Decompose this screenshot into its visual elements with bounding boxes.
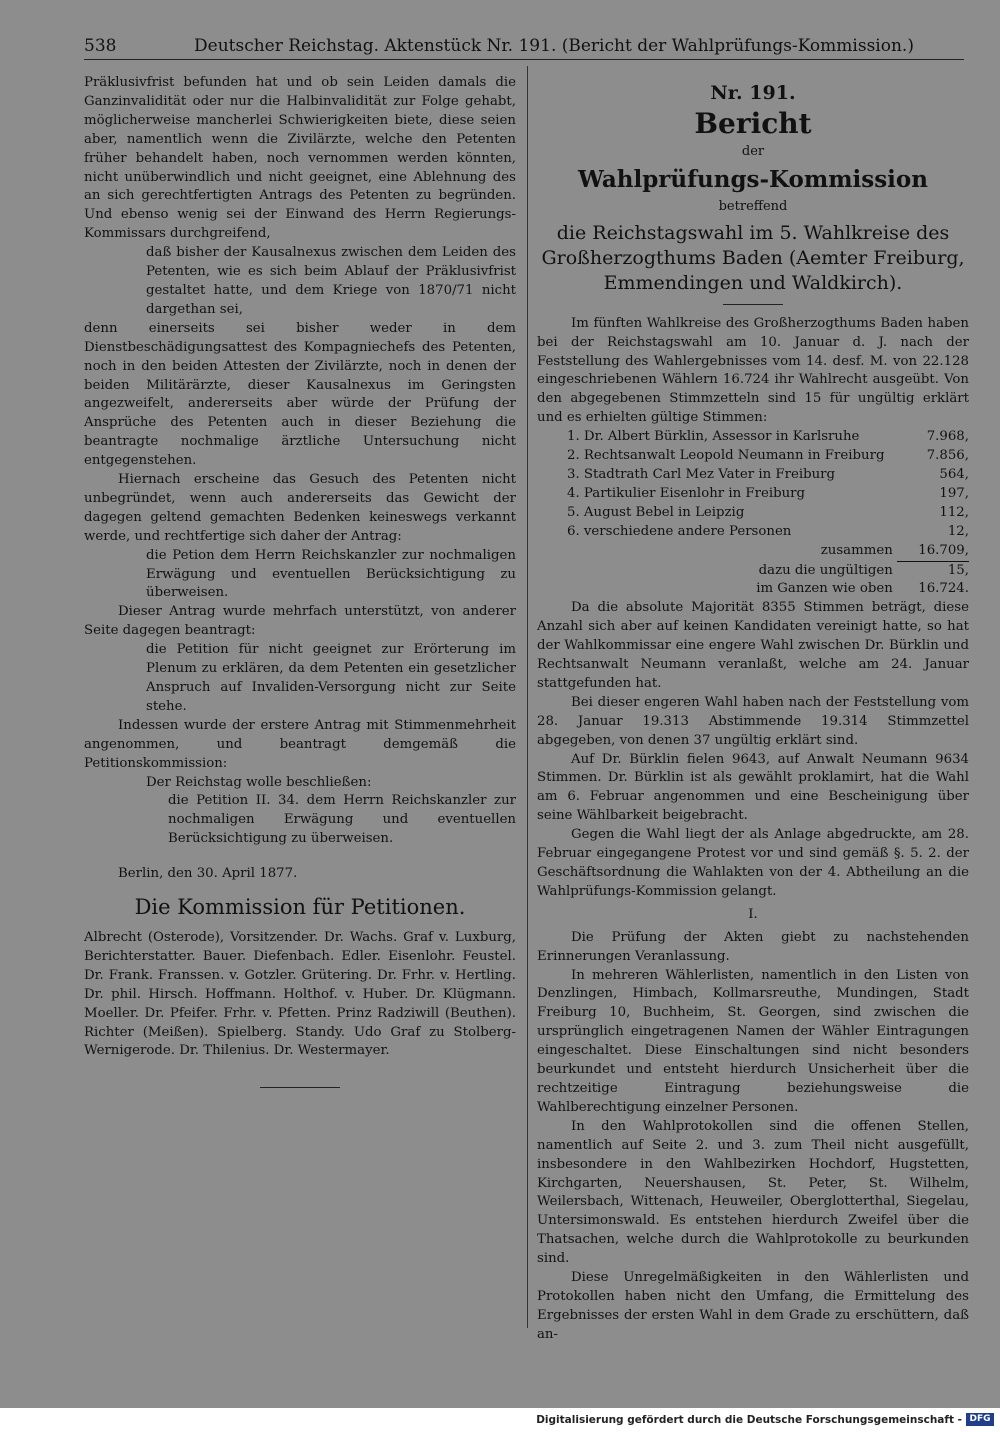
quoted-passage: daß bisher der Kausalnexus zwischen dem Leiden des Petenten, wie es sich beim Ablauf der Präklusivfrist gestaltet hatte, und dem Kriege von 1870/71 nicht dargethan sei, <box>146 245 516 317</box>
motion-text: die Petition für nicht geeignet zur Erörterung im Plenum zu erklären, da dem Petenten ein gesetzlicher Anspruch auf Invaliden-Versorgung nicht zur Seite stehe. <box>146 642 516 714</box>
result-row <box>567 523 969 542</box>
result-row <box>567 447 969 466</box>
title-rule <box>723 304 783 305</box>
document-number: Nr. 191. <box>710 82 796 104</box>
election-title: die Reichstagswahl im 5. Wahlkreise des Großherzogthums Baden (Aemter Freiburg, Emmendingen und Waldkirch). <box>541 221 965 294</box>
total-value: 16.709, <box>897 542 969 562</box>
vote-count: 564, <box>939 466 969 482</box>
vote-count: 112, <box>939 504 969 520</box>
candidate-label: 5. August Bebel in Leipzig <box>567 504 745 520</box>
paragraph: Präklusivfrist befunden hat und ob sein Leiden damals die Ganzinvalidität oder nur die Halbinvalidität zur Folge gehabt, möglicherweise mancherlei Schwierigkeiten biete, diese seien aber, namentlich wenn die Zivilärzte, welche den Petenten früher behandelt haben, noch vernommen werden könnten, nicht unüberwindlich und nicht geeignet, eine Ablehnung des an sich gerechtfertigten Antrags des Petenten zu begründen. Und ebenso wenig sei der Einwand des Herrn Regierungs-Kommissars durchgreifend, <box>84 75 516 242</box>
candidate-label: 3. Stadtrath Carl Mez Vater in Freiburg <box>567 466 836 482</box>
paragraph: Da die absolute Majorität 8355 Stimmen beträgt, diese Anzahl sich aber auf keinen Kandidaten vereinigt hatte, so hat der Wahlkommissar eine engere Wahl zwischen Dr. Bürklin und Rechtsanwalt Neumann veranlaßt, welche am 24. Januar stattgefunden hat. <box>537 600 969 691</box>
total-value: 15, <box>947 562 969 578</box>
paragraph: Im fünften Wahlkreise des Großherzogthums Baden haben bei der Reichstagswahl am 10. Januar d. J. nach der Feststellung des Wahlergebnisses vom 14. desf. M. von 22.128 eingeschriebenen Wählern 16.724 ihr Wahlrecht ausgeübt. Von den abgegebenen Stimmzetteln sind 15 für ungültig erklärt und es erhielten gültige Stimmen: <box>537 315 969 426</box>
vote-count: 197, <box>939 485 969 501</box>
total-row <box>567 580 969 599</box>
vote-count: 7.968, <box>926 429 969 445</box>
paragraph: Auf Dr. Bürklin fielen 9643, auf Anwalt Neumann 9634 Stimmen. Dr. Bürklin ist als gewählt proklamirt, hat die Wahl am 6. Februar angenommen und eine Bescheinigung über seine Wählbarkeit beigebracht. <box>537 751 969 824</box>
commission-signature-title: Die Kommission für Petitionen. <box>134 895 466 920</box>
section-number: I. <box>748 906 758 922</box>
sum-row <box>567 542 969 562</box>
resolution-text: die Petition II. 34. dem Herrn Reichskanzler zur nochmaligen Erwägung und eventuellen Berücksichtigung zu überweisen. <box>168 793 516 847</box>
invalid-row <box>567 562 969 581</box>
right-column <box>537 74 969 1345</box>
document-title: Bericht <box>694 106 812 140</box>
end-rule <box>260 1087 340 1088</box>
dfg-logo: DFG <box>966 1413 994 1426</box>
page-header <box>84 32 964 62</box>
paragraph: Die Prüfung der Akten giebt zu nachstehenden Erinnerungen Veranlassung. <box>537 929 969 964</box>
header-rule <box>84 59 964 60</box>
paragraph: Gegen die Wahl liegt der als Anlage abgedruckte, am 28. Februar eingegangene Protest vor und sind gemäß §. 5. 2. der Geschäftsordnung die Wahlakten von der 4. Abtheilung an die Wahlprüfungs-Kommission gelangt. <box>537 827 969 899</box>
vote-results-list <box>567 428 969 599</box>
column-divider <box>527 66 528 1328</box>
candidate-label: 4. Partikulier Eisenlohr in Freiburg <box>567 485 806 501</box>
candidate-label: 6. verschiedene andere Personen <box>567 523 792 539</box>
result-row <box>567 428 969 447</box>
footer-bar <box>0 1408 1000 1432</box>
footer-credit: Digitalisierung gefördert durch die Deutsche Forschungsgemeinschaft - <box>536 1414 962 1426</box>
total-label: dazu die ungültigen <box>758 562 893 578</box>
motion-text: die Petion dem Herrn Reichskanzler zur nochmaligen Erwägung und eventuellen Berücksichtigung zu überweisen. <box>146 547 516 601</box>
result-row <box>567 485 969 504</box>
result-row <box>567 466 969 485</box>
result-row <box>567 504 969 523</box>
member-list: Albrecht (Osterode), Vorsitzender. Dr. Wachs. Graf v. Luxburg, Berichterstatter. Bauer. Diefenbach. Edler. Eisenlohr. Feustel. Dr. Frank. Franssen. v. Gotzler. Grütering. Dr. Frhr. v. Hertling. Dr. phil. Hirsch. Hoffmann. Holthof. v. Huber. Dr. Klügmann. Moeller. Dr. Pfeifer. Frhr. v. Pfetten. Prinz Radziwill (Beuthen). Richter (Meißen). Spielberg. Standy. Udo Graf zu Stolberg-Wernigerode. Dr. Thilenius. Dr. Westermayer. <box>84 929 516 1059</box>
paragraph: In mehreren Wählerlisten, namentlich in den Listen von Denzlingen, Himbach, Kollmarsreuthe, Mundingen, Stadt Freiburg 10, Buchheim, St. Georgen, sind zwischen die ursprünglich eingetragenen Namen der Wähler Eintragungen eingeschaltet. Diese Einschaltungen sind nicht besonders beurkundet und entsteht hierdurch Unsicherheit über die rechtzeitige Eintragung beziehungsweise die Wahlberechtigung einzelner Personen. <box>537 967 969 1115</box>
running-title: Deutscher Reichstag. Aktenstück Nr. 191. (Bericht der Wahlprüfungs-Kommission.) <box>194 36 914 56</box>
paragraph: Hiernach erscheine das Gesuch des Petenten nicht unbegründet, wenn auch andererseits das Gewicht der dagegen geltend gemachten Bedenken keineswegs verkannt werde, und rechtfertige sich daher der Antrag: <box>84 472 516 544</box>
vote-count: 7.856, <box>926 448 969 464</box>
paragraph: Diese Unregelmäßigkeiten in den Wählerlisten und Protokollen haben nicht den Umfang, die Ermittelung des Ergebnisses der ersten Wahl in dem Grade zu erschüttern, daß an- <box>537 1270 969 1342</box>
total-label: im Ganzen wie oben <box>756 581 893 597</box>
candidate-label: 1. Dr. Albert Bürklin, Assessor in Karlsruhe <box>567 429 860 445</box>
paragraph: Indessen wurde der erstere Antrag mit Stimmenmehrheit angenommen, und beantragt demgemäß die Petitionskommission: <box>84 717 516 771</box>
date-line: Berlin, den 30. April 1877. <box>118 866 298 882</box>
title-connector: der <box>741 143 765 159</box>
vote-count: 12, <box>947 523 969 539</box>
resolution-intro: Der Reichstag wolle beschließen: <box>146 774 372 790</box>
paragraph: Bei dieser engeren Wahl haben nach der Feststellung vom 28. Januar 19.313 Abstimmende 19.314 Stimmzettel abgegeben, von denen 37 ungültig erklärt sind. <box>537 694 969 748</box>
page-number: 538 <box>84 36 117 56</box>
paragraph: denn einerseits sei bisher weder in dem Dienstbeschädigungsattest des Kompagniechefs des Petenten, noch in den beiden Attesten der Zivilärzte, noch in denen der beiden Militärärzte, dieser Kausalnexus im Geringsten angezweifelt, andererseits aber würde der Prüfung der Ansprüche des Petenten auch in dieser Beziehung die beantragte nochmalige ärztliche Untersuchung nicht entgegenstehen. <box>84 320 516 469</box>
title-connector: betreffend <box>718 198 788 214</box>
paragraph: In den Wahlprotokollen sind die offenen Stellen, namentlich auf Seite 2. und 3. zum Theil nicht ausgefüllt, insbesondere in den Wahlbezirken Hochdorf, Hugstetten, Kirchgarten, Neuershausen, St. Peter, St. Wilhelm, Weilersbach, Wittenach, Heuweiler, Oberglotterthal, Siegelau, Untersimonswald. Es entstehen hierdurch Zweifel über die Thatsachen, welche durch die Wahlprotokolle zu beurkunden sind. <box>537 1118 969 1267</box>
left-column <box>84 74 516 1088</box>
paragraph: Dieser Antrag wurde mehrfach unterstützt, von anderer Seite dagegen beantragt: <box>84 604 516 639</box>
commission-name: Wahlprüfungs-Kommission <box>578 165 928 193</box>
total-label: zusammen <box>820 542 893 558</box>
candidate-label: 2. Rechtsanwalt Leopold Neumann in Freiburg <box>567 448 885 464</box>
total-value: 16.724. <box>918 581 969 597</box>
